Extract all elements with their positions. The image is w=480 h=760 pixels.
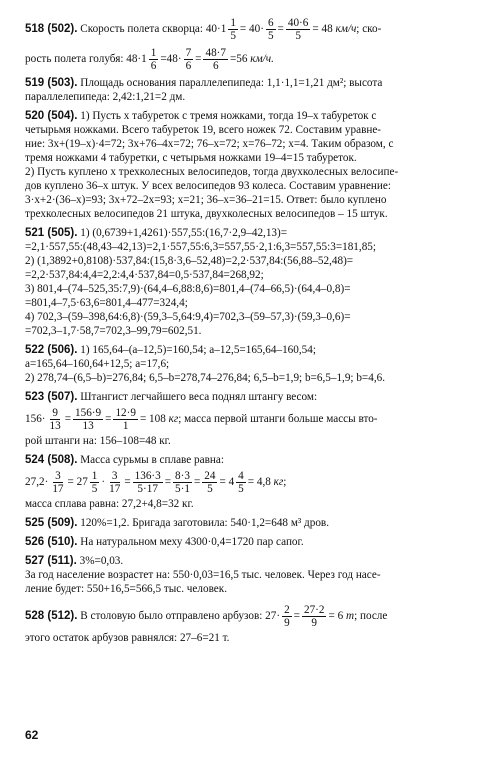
fraction: $\frac{1}{5}$ xyxy=(91,469,98,495)
problem-522: 522 (506). 1) 165,64–(a–12,5)=160,54; a–12,5=165,64–160,54; a=165,64–160,64+12,5; a=17,6; 2) 278,74–(6,5–b)=276,84; 6,5–b=278,74–276,84; 6,5–b=1,9; b=6,5–1,9; b=4,6. xyxy=(25,344,386,384)
problem-number: 525 (509). xyxy=(25,517,78,529)
problem-524: 524 (508). Масса сурьмы в сплаве равна: 27,2· $\frac{3}{17}$ = 27 $\frac{1}{5}$ · $\frac{3}{17}$ = $\frac{136\cdot 3}{5\cdot 17}$ = $\frac{8\cdot 3}{5\cdot 1}$ = $\frac{24}{5}$ = 4 $\frac{4}{5}$ = 4,8 кг ; масса сплава равна: 27,2+4,8=32 кг. xyxy=(25,454,287,510)
fraction: $\frac{48\cdot 7}{6}$ xyxy=(205,46,226,72)
fraction: $\frac{2}{9}$ xyxy=(284,603,290,629)
fraction: $\frac{136\cdot 3}{5\cdot 17}$ xyxy=(134,469,161,495)
fraction: $\frac{9}{13}$ xyxy=(49,406,61,432)
problem-number: 521 (505). xyxy=(25,227,78,239)
fraction: $\frac{7}{6}$ xyxy=(185,46,192,72)
fraction: $\frac{6}{5}$ xyxy=(267,16,274,42)
problem-number: 518 (502). xyxy=(25,23,78,35)
problem-520: 520 (504). 1) Пусть x табуреток с тремя ножками, тогда 19–x табуреток с четырьмя ножками. Всего табуреток 19, всего ножек 72. Составим уравне- ние: 3x+(19–x)·4=72; 3x+76–4x=72; 76–x=72; x=76–72; x=4. Таким образом, с тремя ножками 4 табуретки, с четырьмя ножками 19–4=15 табуреток. 2) Пусть куплено x трехколесных велосипедов, тогда двухколесных велосипе- дов куплено 36–x штук. У всех велосипедов 93 колеса. Составим уравнение: 3·x+2·(36–x)=93; 3x+72–2x=93; x=21; 36–x=36–21=15. Ответ: было куплено трехколесных велосипедов 21 штука, двухколесных велосипедов – 15 штук. xyxy=(25,110,399,220)
problem-number: 527 (511). xyxy=(25,555,77,567)
page-number: 62 xyxy=(25,728,39,742)
fraction: $\frac{8\cdot 3}{5\cdot 1}$ xyxy=(175,469,190,495)
fraction: $\frac{4}{5}$ xyxy=(238,469,244,495)
problem-527: 527 (511). 3%=0,03. За год население возрастет на: 550·0,03=16,5 тыс. человек. Через год насе- ление будет: 550+16,5=566,5 тыс. человек. xyxy=(25,555,381,595)
fraction: $\frac{3}{17}$ xyxy=(109,469,121,495)
problem-519: 519 (503). Площадь основания параллелепипеда: 1,1·1,1=1,21 дм²; высота параллелепипеда: 2,42:1,21=2 дм. xyxy=(25,77,383,103)
problem-number: 528 (512). xyxy=(25,610,78,622)
problem-number: 523 (507). xyxy=(25,391,78,403)
problem-number: 519 (503). xyxy=(25,77,78,89)
problem-525: 525 (509). 120%=1,2. Бригада заготовила: 540·1,2=648 м³ дров. xyxy=(25,517,330,529)
fraction: $\frac{156\cdot 9}{13}$ xyxy=(75,406,102,432)
problem-523: 523 (507). Штангист легчайшего веса поднял штангу весом: 156· $\frac{9}{13}$ = $\frac{156\cdot 9}{13}$ = $\frac{12\cdot 9}{1}$ = 108 кг ; масса первой штанги больше массы вто- рой штанги на: 156–108=48 кг. xyxy=(25,391,378,447)
problem-number: 524 (508). xyxy=(25,454,78,466)
problem-number: 526 (510). xyxy=(25,536,78,548)
fraction: $\frac{3}{17}$ xyxy=(52,469,64,495)
problem-number: 522 (506). xyxy=(25,344,78,356)
fraction: $\frac{1}{6}$ xyxy=(150,46,157,72)
fraction: $\frac{1}{5}$ xyxy=(230,16,236,42)
fraction: $\frac{12\cdot 9}{1}$ xyxy=(115,406,136,432)
problem-521: 521 (505). 1) (0,6739+1,4261)·557,55:(16,7·2,9–42,13)= =2,1·557,55:(48,43–42,13)=2,1·557,55:6,3=557,55·2,1:6,3=557,55:3=181,85; 2) (1,3892+0,8108)·537,84:(15,8·3,6–52,48)=2,2·537,84:(56,88–52,48)= =2,2·537,84:4,4=2,2:4,4·537,84=0,5·537,84=268,92; 3) 801,4–(74–525,35:7,9)·(64,4–6,88:8,6)=801,4–(74–66,5)·(64,4–0,8)= =801,4–7,5·63,6=801,4–477=324,4; 4) 702,3–(59–398,64:6,8)·(59,3–5,64:9,4)=702,3–(59–57,3)·(59,3–0,6)= =702,3–1,7·58,7=702,3–99,79=602,51. xyxy=(25,227,376,337)
fraction: $\frac{40\cdot 6}{5}$ xyxy=(287,16,309,42)
problem-518: 518 (502). Скорость полета скворца: 40·1 $\frac{1}{5}$ = 40· $\frac{6}{5}$ = $\frac{40\cdot 6}{5}$ = 48 км/ч ; ско- рость полета голубя: 48·1 $\frac{1}{6}$ =48· $\frac{7}{6}$ = $\frac{48\cdot 7}{6}$ =56 км/ч. xyxy=(25,16,382,72)
fraction: $\frac{27\cdot 2}{9}$ xyxy=(303,603,325,629)
problem-526: 526 (510). На натуральном меху 4300·0,4=1720 пар сапог. xyxy=(25,536,304,548)
problem-528: 528 (512). В столовую было отправлено арбузов: 27· $\frac{2}{9}$ = $\frac{27\cdot 2}{9}$ = 6 т ; после этого остаток арбузов равнялся: 27–6=21 т. xyxy=(25,603,388,644)
fraction: $\frac{24}{5}$ xyxy=(204,469,216,495)
problem-number: 520 (504). xyxy=(25,110,78,122)
